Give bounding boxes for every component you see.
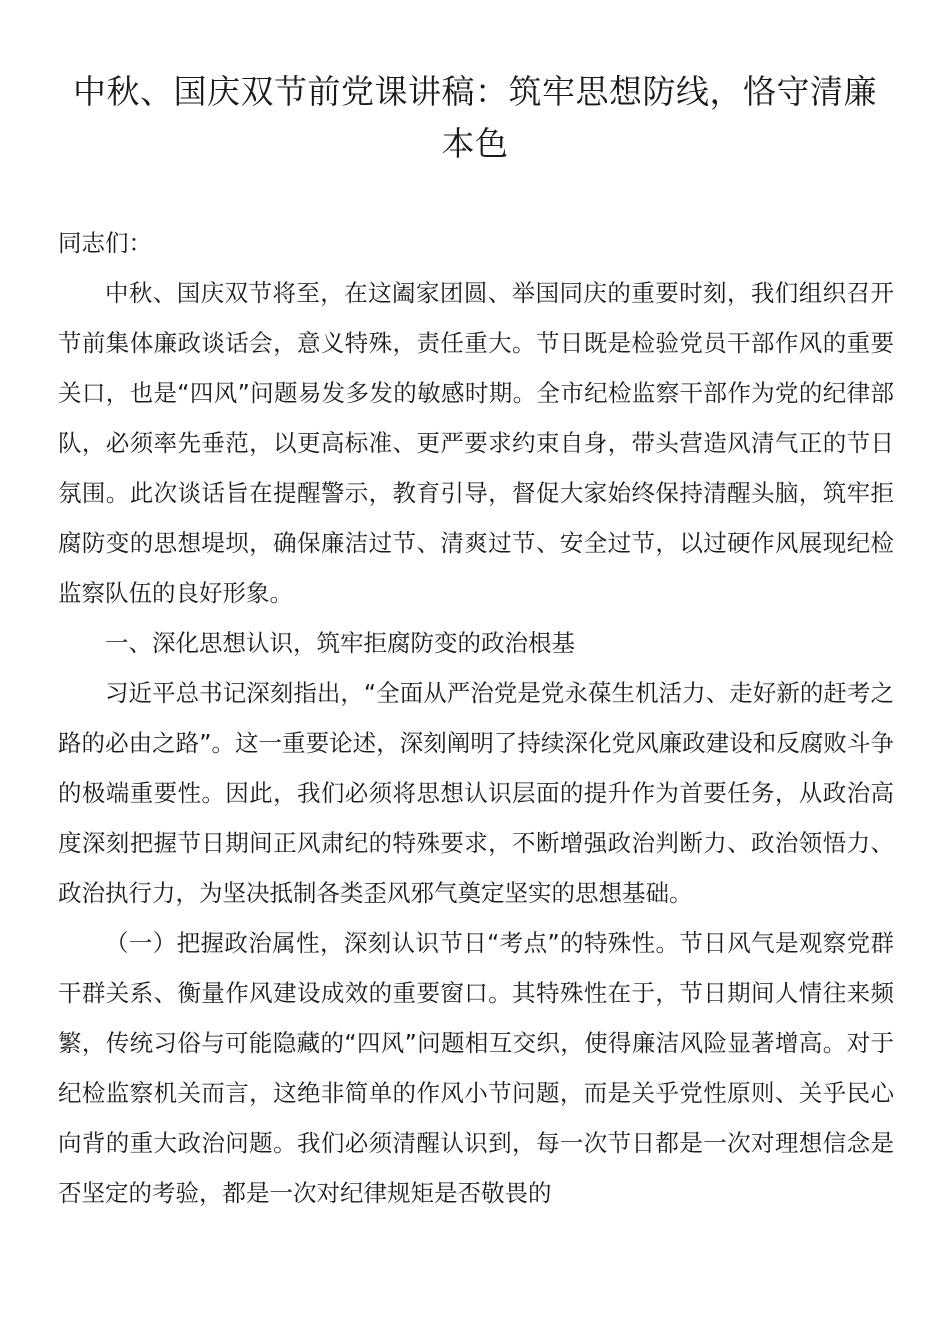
salutation: 同志们： xyxy=(58,229,152,257)
section-heading: 一、深化思想认识，筑牢拒腐防变的政治根基 xyxy=(105,629,575,657)
section-paragraph: 习近平总书记深刻指出，“全面从严治党是党永葆生机活力、走好新的赶考之路的必由之路”。这一重要论述，深刻阐明了持续深化党风廉政建设和反腐败斗争的极端重要性。因此，我们必须将思想认识层面的提升作为首要任务，从政治高度深刻把握节日期间正风肃纪的特殊要求，不断增强政治判断力、政治领悟力、政治执行力，为坚决抵制各类歪风邪气奠定坚实的思想基础。 xyxy=(58,679,894,907)
document-title: 中秋、国庆双节前党课讲稿：筑牢思想防线，恪守清廉本色 xyxy=(73,72,877,163)
subsection-paragraph: （一）把握政治属性，深刻认识节日“考点”的特殊性。节日风气是观察党群干群关系、衡量作风建设成效的重要窗口。其特殊性在于，节日期间人情往来频繁，传统习俗与可能隐藏的“四风”问题相互交织，使得廉洁风险显著增高。对于纪检监察机关而言，这绝非简单的作风小节问题，而是关乎党性原则、关乎民心向背的重大政治问题。我们必须清醒认识到，每一次节日都是一次对理想信念是否坚定的考验，都是一次对纪律规矩是否敬畏的 xyxy=(58,929,894,1207)
intro-paragraph: 中秋、国庆双节将至，在这阖家团圆、举国同庆的重要时刻，我们组织召开节前集体廉政谈话会，意义特殊，责任重大。节日既是检验党员干部作风的重要关口，也是“四风”问题易发多发的敏感时期。全市纪检监察干部作为党的纪律部队，必须率先垂范，以更高标准、更严要求约束自身，带头营造风清气正的节日氛围。此次谈话旨在提醒警示，教育引导，督促大家始终保持清醒头脑，筑牢拒腐防变的思想堤坝，确保廉洁过节、清爽过节、安全过节，以过硬作风展现纪检监察队伍的良好形象。 xyxy=(58,279,894,607)
document-body xyxy=(58,218,894,1218)
